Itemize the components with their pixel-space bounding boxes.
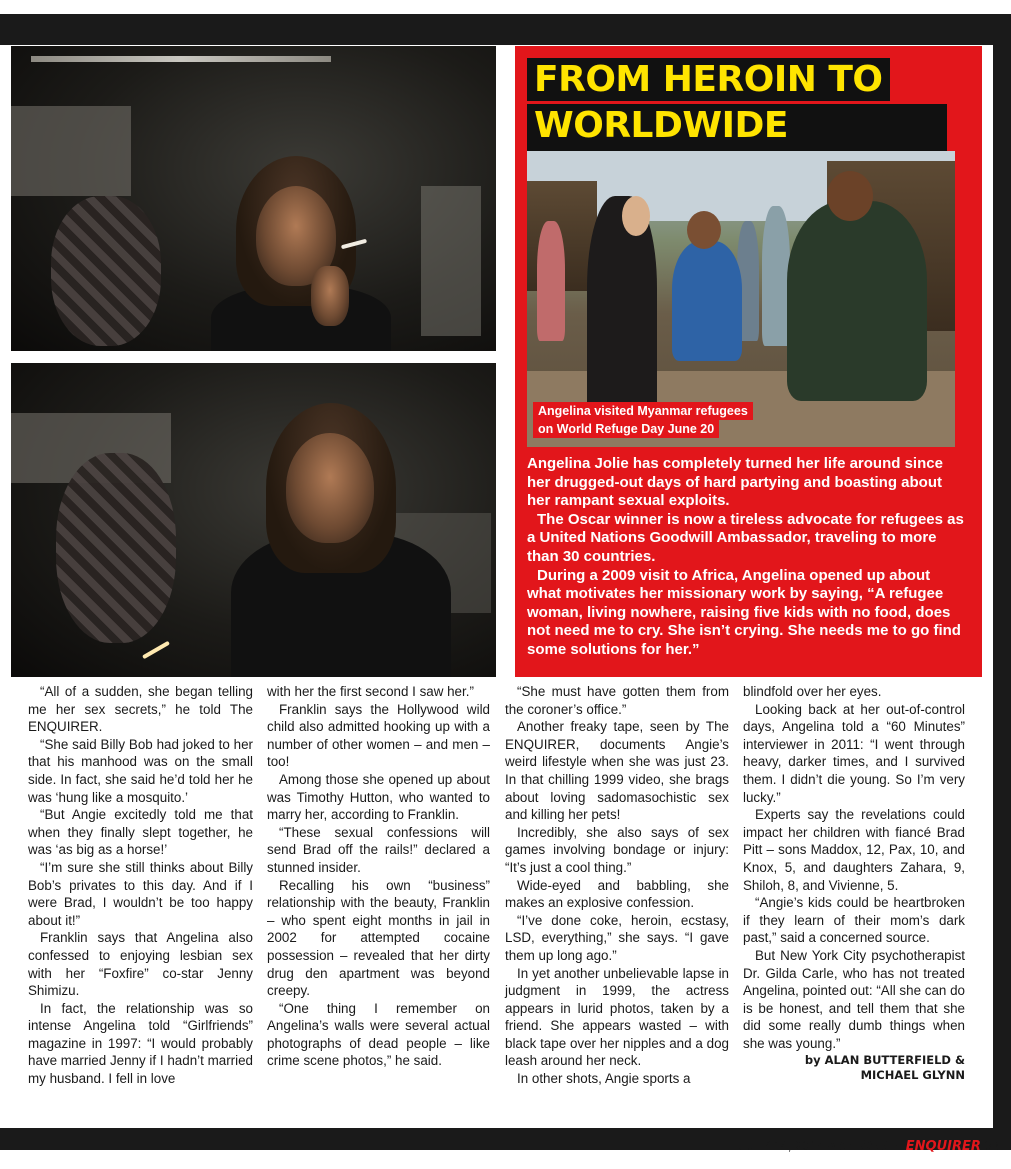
caption-line-1: Angelina visited Myanmar refugees — [533, 402, 753, 420]
article-column-2 — [267, 683, 490, 1070]
article-paragraph: Incredibly, she also says of sex games involving bondage or injury: “It’s just a cool thing.” — [505, 824, 729, 875]
logo-part-2: ENQUIRER — [905, 1139, 981, 1154]
article-paragraph: Recalling his own “business” relationship with the beauty, Franklin – who spent eight months in jail in 2002 for attempted cocaine possession – revealed that her dirty drug den apartment was beyond creepy. — [267, 877, 490, 999]
sidebar-paragraph: During a 2009 visit to Africa, Angelina opened up about what motivates her missionary work by saying, “A refugee woman, living nowhere, raising five kids with no food, does not need me to cry. She isn’t crying. She needs me to go find some solutions for her.” — [527, 566, 961, 658]
article-paragraph: “But Angie excitedly told me that when they finally slept together, he was ‘as big as a horse!’ — [28, 807, 253, 858]
article-paragraph: “She said Billy Bob had joked to her that his manhood was on the small side. In fact, she said he’d told her he was ‘hung like a mosquito.’ — [28, 736, 253, 805]
pixelated-face — [56, 453, 176, 643]
byline — [743, 1053, 965, 1083]
page-footer — [739, 1138, 999, 1154]
article-paragraph: blindfold over her eyes. — [743, 684, 882, 699]
photo-caption — [533, 402, 753, 438]
headline-line-1: FROM HEROIN TO — [527, 58, 890, 101]
page-number: 33 — [984, 1138, 999, 1153]
sidebar-paragraph: The Oscar winner is now a tireless advocate for refugees as a United Nations Goodwill Ambassador, traveling to more than 30 countries. — [527, 510, 964, 565]
article-paragraph: Franklin says the Hollywood wild child also admitted hooking up with a number of other women – and men – too! — [267, 701, 490, 770]
article-paragraph: In fact, the relationship was so intense Angelina told “Girlfriends” magazine in 1997: “I would probably have married Jenny if I hadn’t married my husband. I fell in love — [28, 1000, 253, 1087]
article-paragraph: Looking back at her out-of-control days, Angelina told a “60 Minutes” interviewer in 2011: “I went through heavy, darker times, and I survived them. I didn’t die young. So I’m very lucky.” — [743, 701, 965, 805]
article-paragraph: with her the first second I saw her.” — [267, 684, 474, 699]
article-paragraph: Experts say the revelations could impact her children with fiancé Brad Pitt – sons Maddox, 12, Pax, 10, and Knox, 5, and daughters Zahara, 9, Shiloh, 8, and Vivienne, 5. — [743, 807, 965, 893]
article-paragraph: “She must have gotten them from the coroner’s office.” — [505, 684, 729, 717]
article-column-3 — [505, 683, 729, 1088]
magazine-logo — [828, 1139, 981, 1154]
byline-line-2: MICHAEL GLYNN — [860, 1068, 965, 1083]
article-paragraph: “These sexual confessions will send Brad off the rails!” declared a stunned insider. — [267, 824, 490, 875]
sidebar-text — [527, 455, 967, 660]
logo-part-1: NATIONAL — [827, 1139, 902, 1154]
article-paragraph: Wide-eyed and babbling, she makes an explosive confession. — [505, 877, 729, 911]
article-paragraph: “I’m sure she still thinks about Billy Bob’s privates to this day. And if I were Brad, I wouldn’t be too happy about it!” — [28, 859, 253, 928]
sidebar-paragraph: Angelina Jolie has completely turned her life around since her drugged-out days of hard partying and boasting about her rampant sexual exploits. — [527, 455, 943, 510]
issue-date: JULY 14, 2014 — [739, 1138, 824, 1153]
video-still-smoking — [11, 46, 496, 351]
article-paragraph: “Angie’s kids could be heartbroken if they learn of their mom’s dark past,” said a concerned source. — [743, 895, 965, 946]
pixelated-face — [51, 196, 161, 346]
article-paragraph: In yet another unbelievable lapse in judgment in 1999, the actress appears in lurid photos, taken by a friend. She appears wasted – with black tape over her nipples and a dog leash around her neck. — [505, 965, 729, 1069]
article-paragraph: Among those she opened up about was Timothy Hutton, who wanted to marry her, according to Franklin. — [267, 771, 490, 823]
headline-line-2: WORLDWIDE — [527, 104, 947, 190]
article-paragraph: Franklin says that Angelina also confessed to enjoying lesbian sex with her “Foxfire” co-star Jenny Shimizu. — [28, 930, 253, 999]
video-still-lighter — [11, 363, 496, 677]
byline-line-1: by ALAN BUTTERFIELD & — [804, 1053, 965, 1068]
article-paragraph: “I’ve done coke, heroin, ecstasy, LSD, everything,” she says. “I gave them up long ago.” — [505, 912, 729, 963]
article-paragraph: “All of a sudden, she began telling me her sex secrets,” he told The ENQUIRER. — [28, 684, 253, 735]
article-paragraph: “One thing I remember on Angelina’s walls were several actual photographs of dead people – like crime scene photos,” he said. — [267, 1000, 490, 1069]
article-column-1 — [28, 683, 253, 1088]
article-paragraph: But New York City psychotherapist Dr. Gilda Carle, who has not treated Angelina, pointed out: “All she can do is be honest, and tell them that she did some really dumb things when she was young.” — [743, 947, 965, 1051]
article-column-4 — [743, 683, 965, 1083]
article-paragraph: Another freaky tape, seen by The ENQUIRER, documents Angie’s weird lifestyle when she was just 23. In that chilling 1999 video, she brags about loving sadomasochistic sex and killing her pets! — [505, 719, 729, 823]
caption-line-2: on World Refuge Day June 20 — [533, 420, 719, 438]
article-paragraph: In other shots, Angie sports a — [517, 1071, 691, 1087]
